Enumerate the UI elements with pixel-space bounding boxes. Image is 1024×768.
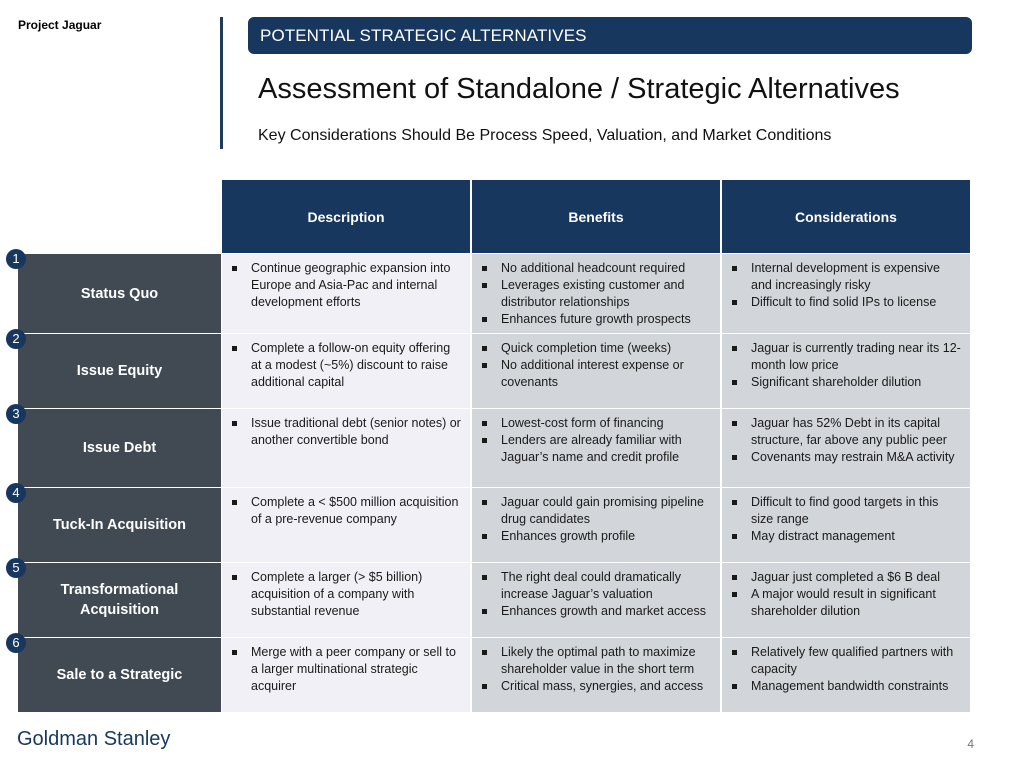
bullet-item: Management bandwidth constraints [730,678,964,695]
bullet-list [230,260,464,311]
bullet-list [730,415,964,466]
bullet-item: Issue traditional debt (senior notes) or another convertible bond [230,415,464,449]
bullet-item: Internal development is expensive and increasingly risky [730,260,964,294]
bullet-item: Enhances growth profile [480,528,714,545]
bullet-item: Leverages existing customer and distributor relationships [480,277,714,311]
bullet-list [230,340,464,391]
row-label: Issue Equity [18,334,221,408]
bullet-item: Complete a larger (> $5 billion) acquisition of a company with substantial revenue [230,569,464,620]
page-number: 4 [967,737,974,751]
bullet-item: Jaguar just completed a $6 B deal [730,569,964,586]
row-number-badge: 5 [6,558,26,578]
row-label: Sale to a Strategic [18,638,221,712]
description-cell [222,563,470,637]
bullet-item: Complete a < $500 million acquisition of a pre-revenue company [230,494,464,528]
bullet-item: Critical mass, synergies, and access [480,678,714,695]
bullet-item: Complete a follow-on equity offering at a modest (~5%) discount to raise additional capital [230,340,464,391]
section-banner: POTENTIAL STRATEGIC ALTERNATIVES [248,17,972,54]
brand-logo-text: Goldman Stanley [17,728,171,750]
table-row [18,563,972,637]
bullet-item: Likely the optimal path to maximize shareholder value in the short term [480,644,714,678]
bullet-list [480,644,714,695]
bullet-item: Covenants may restrain M&A activity [730,449,964,466]
row-label: Status Quo [18,254,221,333]
bullet-item: Jaguar could gain promising pipeline drug candidates [480,494,714,528]
benefits-cell [472,334,720,408]
row-number-badge: 6 [6,633,26,653]
table-row [18,638,972,712]
bullet-list [480,260,714,328]
bullet-item: Jaguar has 52% Debt in its capital structure, far above any public peer [730,415,964,449]
bullet-item: No additional interest expense or covenants [480,357,714,391]
description-cell [222,409,470,487]
bullet-item: Lowest-cost form of financing [480,415,714,432]
considerations-cell [722,409,970,487]
bullet-item: Significant shareholder dilution [730,374,964,391]
bullet-list [730,644,964,695]
considerations-cell [722,488,970,562]
column-header-benefits: Benefits [472,180,720,253]
benefits-cell [472,488,720,562]
considerations-cell [722,563,970,637]
column-header-considerations: Considerations [722,180,970,253]
table-header-row [222,180,972,253]
table-row [18,488,972,562]
row-label: Transformational Acquisition [18,563,221,637]
bullet-list [230,644,464,695]
description-cell [222,334,470,408]
bullet-item: Difficult to find good targets in this size range [730,494,964,528]
row-number-badge: 2 [6,329,26,349]
bullet-item: The right deal could dramatically increase Jaguar’s valuation [480,569,714,603]
bullet-item: Quick completion time (weeks) [480,340,714,357]
bullet-list [230,494,464,528]
row-number-badge: 1 [6,249,26,269]
bullet-list [730,340,964,391]
table-row [18,409,972,487]
considerations-cell [722,254,970,333]
bullet-list [480,494,714,545]
row-number-badge: 3 [6,404,26,424]
benefits-cell [472,638,720,712]
bullet-item: Difficult to find solid IPs to license [730,294,964,311]
row-label: Tuck-In Acquisition [18,488,221,562]
considerations-cell [722,334,970,408]
project-name: Project Jaguar [18,18,102,32]
bullet-list [730,260,964,311]
table-row [18,334,972,408]
description-cell [222,638,470,712]
description-cell [222,254,470,333]
bullet-list [480,569,714,620]
bullet-item: No additional headcount required [480,260,714,277]
bullet-item: Continue geographic expansion into Europe and Asia-Pac and internal development efforts [230,260,464,311]
bullet-item: Relatively few qualified partners with capacity [730,644,964,678]
bullet-item: Lenders are already familiar with Jaguar’s name and credit profile [480,432,714,466]
bullet-item: Enhances growth and market access [480,603,714,620]
description-cell [222,488,470,562]
row-label: Issue Debt [18,409,221,487]
title-divider [220,17,223,149]
bullet-list [730,569,964,620]
bullet-item: A major would result in significant shareholder dilution [730,586,964,620]
page-title: Assessment of Standalone / Strategic Alternatives [258,73,900,105]
bullet-list [230,415,464,449]
table-row [18,254,972,333]
considerations-cell [722,638,970,712]
bullet-item: Enhances future growth prospects [480,311,714,328]
bullet-item: Jaguar is currently trading near its 12-month low price [730,340,964,374]
page-subtitle: Key Considerations Should Be Process Speed, Valuation, and Market Conditions [258,127,832,144]
bullet-list [480,340,714,391]
bullet-list [230,569,464,620]
benefits-cell [472,563,720,637]
benefits-cell [472,254,720,333]
row-number-badge: 4 [6,483,26,503]
column-header-description: Description [222,180,470,253]
bullet-list [730,494,964,545]
bullet-item: Merge with a peer company or sell to a larger multinational strategic acquirer [230,644,464,695]
bullet-item: May distract management [730,528,964,545]
benefits-cell [472,409,720,487]
bullet-list [480,415,714,466]
